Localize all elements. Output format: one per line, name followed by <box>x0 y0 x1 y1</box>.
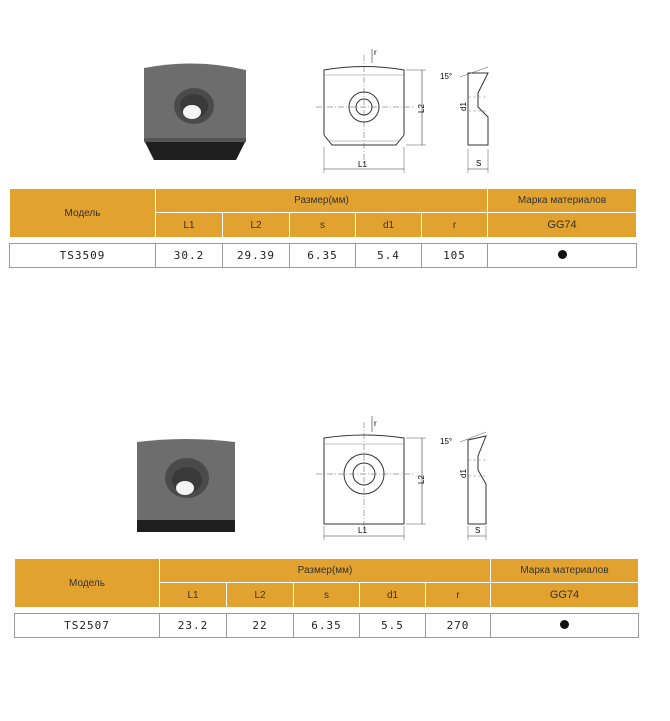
table-row <box>10 244 637 268</box>
dim-label-L1: L1 <box>358 526 367 535</box>
cell-s: 6.35 <box>290 244 356 268</box>
header-L1: L1 <box>160 583 227 608</box>
header-model: Модель <box>15 559 160 608</box>
cell-grade <box>488 244 637 268</box>
available-dot-icon <box>558 250 567 259</box>
cell-model: TS3509 <box>10 244 156 268</box>
technical-drawing <box>300 412 510 542</box>
header-L2: L2 <box>223 213 290 238</box>
cell-d1: 5.4 <box>356 244 422 268</box>
dim-label-d1: d1 <box>459 469 468 478</box>
cell-L2: 22 <box>227 614 294 638</box>
header-L2: L2 <box>227 583 294 608</box>
header-grade-name: GG74 <box>488 213 637 238</box>
table-row <box>15 614 639 638</box>
cell-r: 270 <box>426 614 491 638</box>
header-s: s <box>290 213 356 238</box>
dim-label-r: r <box>374 419 377 428</box>
spec-table <box>9 188 637 268</box>
dim-label-d1: d1 <box>459 102 468 111</box>
header-grade-name: GG74 <box>491 583 639 608</box>
cell-grade <box>491 614 639 638</box>
dim-label-L2: L2 <box>417 104 426 113</box>
insert-photo <box>140 60 252 170</box>
cell-L2: 29.39 <box>223 244 290 268</box>
cell-r: 105 <box>422 244 488 268</box>
cell-d1: 5.5 <box>360 614 426 638</box>
dim-label-L2: L2 <box>417 475 426 484</box>
dim-label-L1: L1 <box>358 160 367 169</box>
header-d1: d1 <box>356 213 422 238</box>
header-size: Размер(мм) <box>156 189 488 213</box>
cell-model: TS2507 <box>15 614 160 638</box>
header-L1: L1 <box>156 213 223 238</box>
header-r: r <box>422 213 488 238</box>
header-s: s <box>294 583 360 608</box>
dim-label-angle: 15° <box>440 72 453 81</box>
header-r: r <box>426 583 491 608</box>
spec-table <box>14 558 639 638</box>
dim-label-r: r <box>374 48 377 57</box>
header-grade: Марка материалов <box>491 559 639 583</box>
cell-L1: 23.2 <box>160 614 227 638</box>
technical-drawing <box>300 45 510 175</box>
dim-label-s: S <box>476 159 482 168</box>
header-size: Размер(мм) <box>160 559 491 583</box>
insert-photo <box>135 438 237 534</box>
header-grade: Марка материалов <box>488 189 637 213</box>
dim-label-s: S <box>475 526 481 535</box>
cell-L1: 30.2 <box>156 244 223 268</box>
header-model: Модель <box>10 189 156 238</box>
header-d1: d1 <box>360 583 426 608</box>
cell-s: 6.35 <box>294 614 360 638</box>
available-dot-icon <box>560 620 569 629</box>
dim-label-angle: 15° <box>440 437 453 446</box>
